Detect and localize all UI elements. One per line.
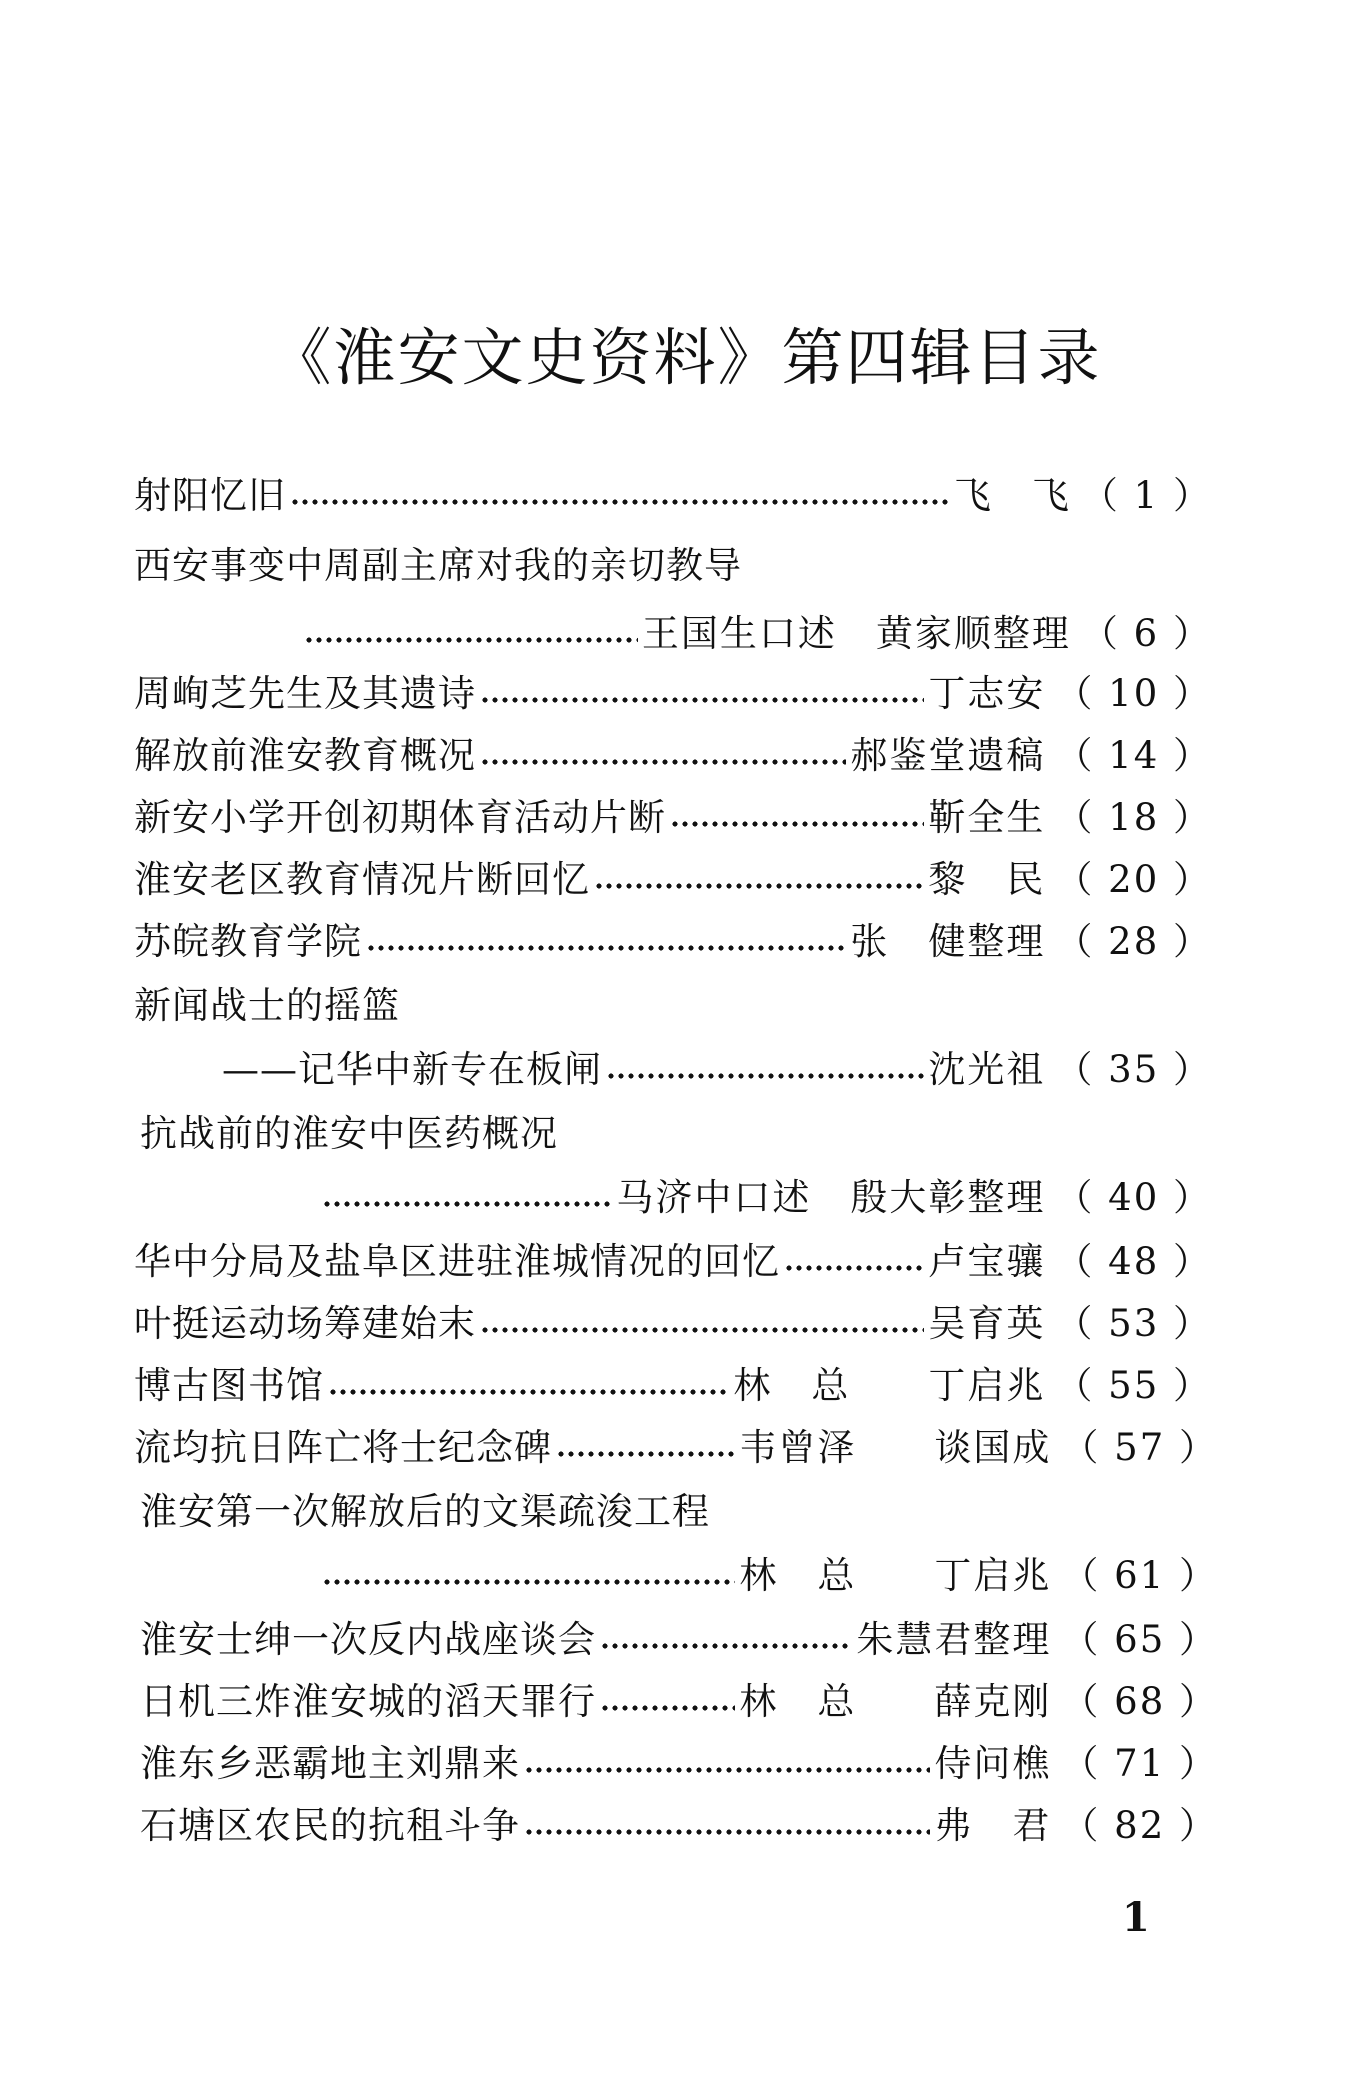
toc-entry-page: （ 82 ） [1061,1804,1218,1847]
toc-entry-author: 郝鉴堂遗稿 [850,734,1046,777]
toc-entry-author: 弗 君 [934,1804,1052,1847]
toc-entry-author: 林 总 薛克刚 [739,1680,1052,1723]
toc-entry [318,1550,1218,1602]
toc-entry-page: （ 71 ） [1061,1742,1218,1785]
page-title: 《淮安文史资料》第四辑目录 [269,321,1102,394]
toc-entry [140,1800,1218,1852]
toc-entry-page: （ 1 ） [1080,474,1212,517]
toc-entry-author: 沈光祖 [928,1048,1046,1091]
toc-entry-page: （ 48 ） [1055,1240,1212,1283]
toc-entry [140,1738,1218,1790]
toc-entry-page: （ 14 ） [1055,734,1212,777]
toc-entry-title: 新安小学开创初期体育活动片断 [134,796,666,839]
toc-entry-title: 日机三炸淮安城的滔天罪行 [140,1680,596,1723]
toc-entry [134,854,1212,906]
dot-leader [524,1764,930,1776]
dot-leader [480,1324,924,1336]
toc-entry [134,730,1212,782]
toc-entry-page: （ 18 ） [1055,796,1212,839]
toc-entry-title: 淮东乡恶霸地主刘鼎来 [140,1742,520,1785]
toc-entry-author: 飞 飞 [953,474,1071,517]
toc-entry [134,916,1212,968]
toc-entry-page: （ 68 ） [1061,1680,1218,1723]
toc-entry-page: （ 28 ） [1055,920,1212,963]
toc-entry [134,1360,1212,1412]
toc-entry-page: （ 20 ） [1055,858,1212,901]
dot-leader [606,1070,924,1082]
toc-entry [134,668,1212,720]
toc-entry [140,1614,1218,1666]
toc-entry [300,608,1212,660]
toc-entry-title: 淮安老区教育情况片断回忆 [134,858,590,901]
dot-leader [556,1448,735,1460]
toc-entry-author: 吴育英 [928,1302,1046,1345]
dot-leader [480,694,924,706]
dot-leader [784,1262,924,1274]
toc-entry-author: 朱慧君整理 [856,1618,1052,1661]
toc-entry-title: 苏皖教育学院 [134,920,362,963]
toc-entry [134,470,1212,522]
toc-entry-title: 解放前淮安教育概况 [134,734,476,777]
toc-entry-author: 张 健整理 [850,920,1046,963]
toc-entry-page: （ 40 ） [1055,1176,1212,1219]
toc-entry-author: 韦曾泽 谈国成 [739,1426,1052,1469]
toc-entry-title: 射阳忆旧 [134,474,286,517]
toc-entry-page: （ 57 ） [1061,1426,1218,1469]
toc-entry-title: 新闻战士的摇篮 [134,984,400,1027]
toc-entry-author: 王国生口述 黄家顺整理 [641,612,1071,655]
dot-leader [290,496,950,508]
toc-entry-title: 西安事变中周副主席对我的亲切教导 [134,544,742,587]
toc-entry-page: （ 61 ） [1061,1554,1218,1597]
dot-leader [304,634,638,646]
toc-entry [134,1298,1212,1350]
toc-entry-author: 林 总 丁启兆 [739,1554,1052,1597]
toc-entry-title: ——记华中新专在板闸 [222,1048,602,1091]
toc-entry-author: 丁志安 [928,672,1046,715]
toc-entry [134,1236,1212,1288]
toc-entry [318,1172,1212,1224]
toc-entry-page: （ 10 ） [1055,672,1212,715]
dot-leader [670,818,924,830]
dot-leader [366,942,846,954]
toc-entry-author: 林 总 丁启兆 [733,1364,1046,1407]
dot-leader [328,1386,729,1398]
toc-entry [140,1676,1218,1728]
toc-entry-author: 卢宝骧 [928,1240,1046,1283]
toc-entry-page: （ 6 ） [1080,612,1212,655]
toc-entry-author: 靳全生 [928,796,1046,839]
dot-leader [600,1640,852,1652]
toc-entry-title: 抗战前的淮安中医药概况 [140,1112,558,1155]
dot-leader [480,756,846,768]
toc-entry [222,1044,1212,1096]
toc-entry-title: 淮安士绅一次反内战座谈会 [140,1618,596,1661]
toc-entry [134,1422,1218,1474]
toc-entry-title: 淮安第一次解放后的文渠疏浚工程 [140,1490,710,1533]
toc-entry-page: （ 65 ） [1061,1618,1218,1661]
toc-entry-author: 马济中口述 殷大彰整理 [616,1176,1046,1219]
dot-leader [322,1576,735,1588]
toc-entry-title: 石塘区农民的抗租斗争 [140,1804,520,1847]
toc-entry-page: （ 35 ） [1055,1048,1212,1091]
dot-leader [594,880,924,892]
toc-entry-title: 流均抗日阵亡将士纪念碑 [134,1426,552,1469]
toc-entry-author: 黎 民 [928,858,1046,901]
dot-leader [600,1702,735,1714]
dot-leader [322,1198,612,1210]
toc-entry-title: 周峋芝先生及其遗诗 [134,672,476,715]
toc-entry-author: 侍问樵 [934,1742,1052,1785]
page-number: 1 [1122,1894,1150,1941]
toc-entry-title: 华中分局及盐阜区进驻淮城情况的回忆 [134,1240,780,1283]
toc-entry-page: （ 55 ） [1055,1364,1212,1407]
dot-leader [524,1826,930,1838]
toc-entry-title: 博古图书馆 [134,1364,324,1407]
toc-entry-page: （ 53 ） [1055,1302,1212,1345]
toc-entry-title: 叶挺运动场筹建始末 [134,1302,476,1345]
toc-entry [134,792,1212,844]
